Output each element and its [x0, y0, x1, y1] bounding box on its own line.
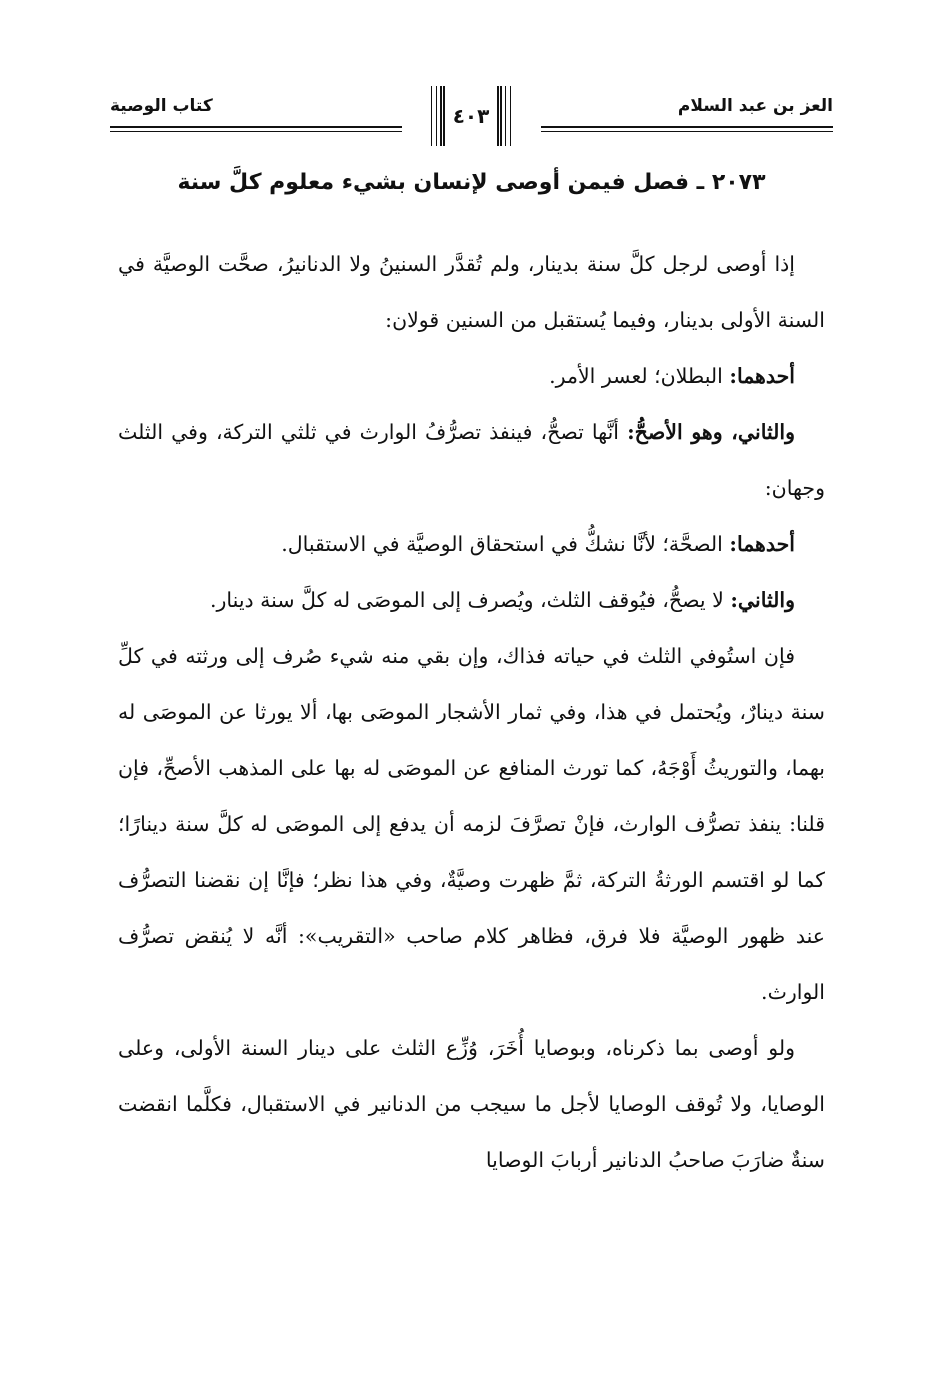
header-rule-left: [110, 126, 402, 128]
header-rule-right: [541, 126, 833, 128]
author-running-title: العز بن عبد السلام: [677, 96, 833, 116]
paragraph-4-text: الصحَّة؛ لأنَّا نشكُّ في استحقاق الوصيَّة في الاستقبال.: [281, 532, 730, 556]
section-title: ٢٠٧٣ ـ فصل فيمن أوصى لإنسان بشيء معلوم كلَّ سنة: [177, 170, 766, 195]
paragraph-7: [118, 1020, 825, 1188]
paragraph-1-text: إذا أوصى لرجل كلَّ سنة بدينار، ولم تُقدَّر السنينُ ولا الدنانيرُ، صحَّت الوصيَّة في السنة الأولى بدينار، وفيما يُستقبل من السنين قولان:: [118, 252, 825, 332]
paragraph-7-text: ولو أوصى بما ذكرناه، وبوصايا أُخَرَ، وُزِّع الثلث على دينار السنة الأولى، وعلى الوصايا، ولا تُوقف الوصايا لأجل ما سيجب من الدنانير في الاستقبال، فكلَّما انقضت سنةٌ ضارَبَ صاحبُ الدنانير أربابَ الوصايا: [118, 1036, 825, 1172]
paragraph-2-text: البطلان؛ لعسر الأمر.: [549, 364, 730, 388]
page-number: ٤٠٣: [452, 104, 490, 128]
book-running-title: كتاب الوصية: [110, 96, 213, 116]
body-text: [118, 236, 825, 1188]
paragraph-2-lead: أحدهما:: [729, 364, 795, 388]
paragraph-3: [118, 404, 825, 516]
paragraph-5-lead: والثاني:: [730, 588, 795, 612]
paragraph-5: [118, 572, 825, 628]
paragraph-1: [118, 236, 825, 348]
page-number-frame: [440, 86, 502, 146]
paragraph-4: [118, 516, 825, 572]
running-header: [110, 86, 833, 166]
paragraph-6-text: فإن استُوفي الثلث في حياته فذاك، وإن بقي منه شيء صُرف إلى ورثته في كلِّ سنة دينارٌ، ويُحتمل في هذا، وفي ثمار الأشجار الموصَى بها، ألا يورثا عن الموصَى له بهما، والتوريثُ أَوْجَهُ، كما تورث المنافع عن الموصَى له بها على المذهب الأصحِّ، فإن قلنا: ينفذ تصرُّف الوارث، فإنْ تصرَّفَ لزمه أن يدفع إلى الموصَى له كلَّ سنة دينارًا؛ كما لو اقتسم الورثةُ التركة، ثمَّ ظهرت وصيَّةٌ، وفي هذا نظر؛ فإنَّا إن نقضنا التصرُّف عند ظهور الوصيَّة فلا فرق، فظاهر كلام صاحب «التقريب»: أنَّه لا يُنقض تصرُّف الوارث.: [118, 644, 825, 1004]
paragraph-6: [118, 628, 825, 1020]
paragraph-2: [118, 348, 825, 404]
paragraph-3-lead: والثاني، وهو الأصحُّ:: [627, 420, 795, 444]
paragraph-4-lead: أحدهما:: [729, 532, 795, 556]
paragraph-5-text: لا يصحُّ، فيُوقف الثلث، ويُصرف إلى الموصَى له كلَّ سنة دينار.: [209, 588, 731, 612]
paragraph-3-text: أنَّها تصحُّ، فينفذ تصرُّفُ الوارث في ثلثي التركة، وفي الثلث وجهان:: [118, 420, 825, 500]
